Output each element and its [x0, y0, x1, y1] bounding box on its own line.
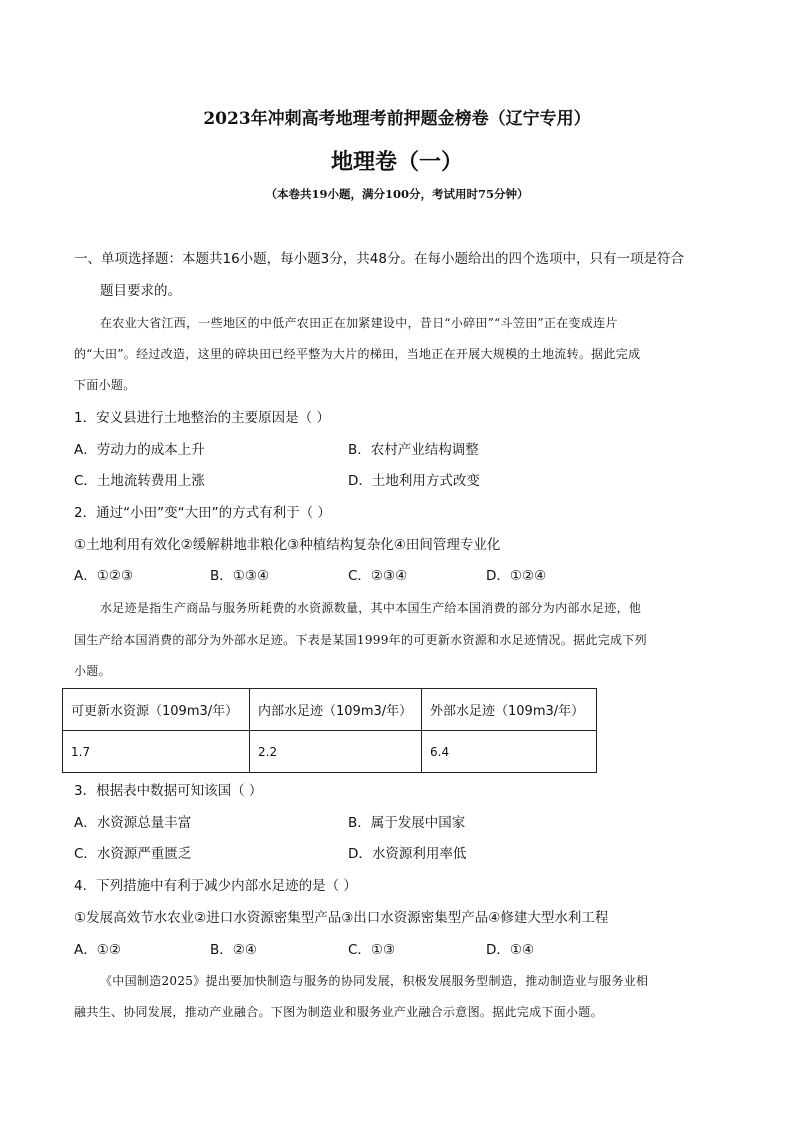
- table-row: [63, 731, 597, 773]
- passage2-line1: 水足迹是指生产商品与服务所耗费的水资源数量，其中本国生产给本国消费的部分为内部水足迹，他: [100, 601, 642, 615]
- q3-option-c[interactable]: C．水资源严重匮乏: [74, 846, 192, 862]
- exam-note: （本卷共19小题，满分100分，考试用时75分钟）: [265, 187, 529, 201]
- q2-option-c[interactable]: C．②③④: [348, 568, 408, 584]
- table-cell: 6.4: [422, 731, 597, 773]
- q2-statements: ①土地利用有效化②缓解耕地非粮化③种植结构复杂化④田间管理专业化: [74, 537, 501, 553]
- passage1-line3: 下面小题。: [74, 378, 136, 392]
- q4-option-b[interactable]: B．②④: [210, 942, 257, 958]
- q1-stem: 1．安义县进行土地整治的主要原因是（ ）: [74, 410, 330, 426]
- table-header-cell: 可更新水资源（109m3/年）: [63, 689, 250, 731]
- table-header-cell: 内部水足迹（109m3/年）: [250, 689, 422, 731]
- q4-statements: ①发展高效节水农业②进口水资源密集型产品③出口水资源密集型产品④修建大型水利工程: [74, 910, 609, 926]
- water-footprint-table: [62, 688, 597, 773]
- passage2-line2: 国生产给本国消费的部分为外部水足迹。下表是某国1999年的可更新水资源和水足迹情况。据此完成下列: [74, 633, 647, 647]
- q4-option-d[interactable]: D．①④: [486, 942, 535, 958]
- q3-option-d[interactable]: D．水资源利用率低: [348, 846, 467, 862]
- q3-option-a[interactable]: A．水资源总量丰富: [74, 815, 192, 831]
- q2-stem: 2．通过“小田”变“大田”的方式有利于（ ）: [74, 505, 331, 521]
- q1-option-a[interactable]: A．劳动力的成本上升: [74, 442, 205, 458]
- q2-option-d[interactable]: D．①②④: [486, 568, 547, 584]
- q1-option-c[interactable]: C．土地流转费用上涨: [74, 473, 205, 489]
- q1-option-d[interactable]: D．土地利用方式改变: [348, 473, 480, 489]
- passage3-line1: 《中国制造2025》提出要加快制造与服务的协同发展，积极发展服务型制造，推动制造业与服务业相: [100, 974, 649, 988]
- exam-title: 2023年冲刺高考地理考前押题金榜卷（辽宁专用）: [203, 109, 591, 129]
- q2-option-a[interactable]: A．①②③: [74, 568, 134, 584]
- passage1-line2: 的“大田”。经过改造，这里的碎块田已经平整为大片的梯田，当地正在开展大规模的土地流转。据此完成: [74, 347, 641, 361]
- exam-subtitle: 地理卷（一）: [330, 149, 463, 175]
- section-instruction-line2: 题目要求的。: [100, 283, 181, 299]
- passage1-line1: 在农业大省江西，一些地区的中低产农田正在加紧建设中，昔日“小碎田”“斗笠田”正在变成连片: [100, 316, 618, 330]
- q3-stem: 3．根据表中数据可知该国（ ）: [74, 783, 263, 799]
- q4-option-a[interactable]: A．①②: [74, 942, 121, 958]
- table-header-row: [63, 689, 597, 731]
- q1-option-b[interactable]: B．农村产业结构调整: [348, 442, 479, 458]
- passage3-line2: 融共生、协同发展，推动产业融合。下图为制造业和服务业产业融合示意图。据此完成下面小题。: [74, 1005, 603, 1019]
- section-instruction-line1: 一、单项选择题：本题共16小题，每小题3分，共48分。在每小题给出的四个选项中，只有一项是符合: [74, 251, 684, 267]
- table-cell: 1.7: [63, 731, 250, 773]
- q3-option-b[interactable]: B．属于发展中国家: [348, 815, 466, 831]
- q4-stem: 4．下列措施中有利于减少内部水足迹的是（ ）: [74, 878, 357, 894]
- passage2-line3: 小题。: [74, 664, 111, 678]
- table-header-cell: 外部水足迹（109m3/年）: [422, 689, 597, 731]
- q4-option-c[interactable]: C．①③: [348, 942, 396, 958]
- table-cell: 2.2: [250, 731, 422, 773]
- q2-option-b[interactable]: B．①③④: [210, 568, 270, 584]
